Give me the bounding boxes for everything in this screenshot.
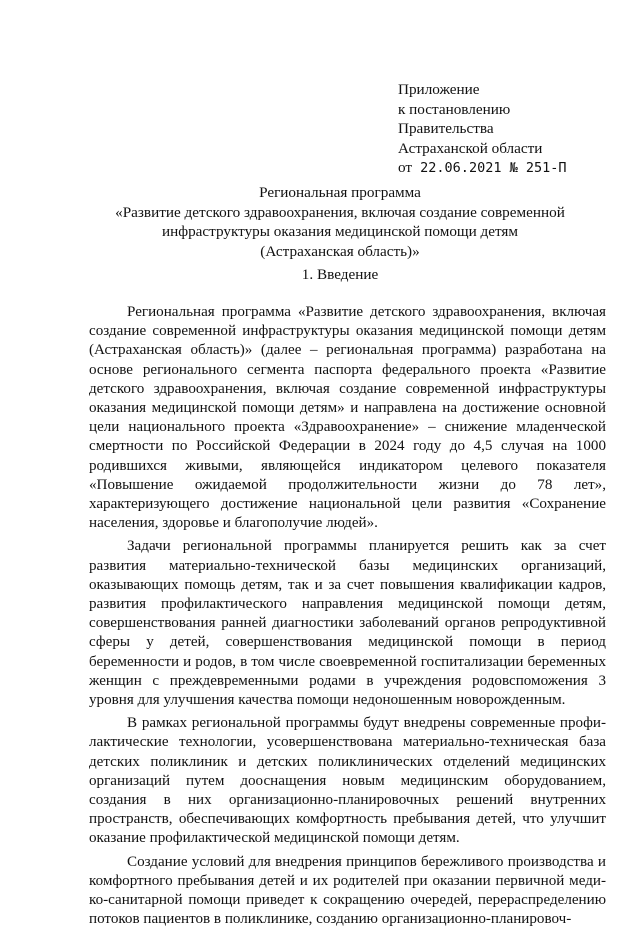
appendix-line-1: Приложение xyxy=(398,81,480,98)
body-text xyxy=(89,303,606,934)
program-title xyxy=(80,183,600,261)
paragraph-4: Создание условий для внедрения принципов бережливого производства и комфортного пребывания детей и их родителей при оказании первичной медико-санитарной помощи приведет к сокращению очередей, перераспределению потоков пациентов в поликлинике, созданию организационно-планировоч- xyxy=(89,853,606,928)
appendix-line-3: Правительства xyxy=(398,120,494,137)
appendix-date-prefix: от xyxy=(398,159,413,176)
paragraph-1: Региональная программа «Развитие детского здравоохранения, включая создание современной инфраструктуры оказания медицинской помощи детям (Астраханская область)» (далее – региональная программа) разработана на основе регионального сегмента паспорта федерального проекта «Развитие детского здравоохранения, включая создание современной инфраструктуры оказания медицинской помощи детям» и направлена на достижение основной цели национального проекта «Здравоохранение» – снижение младенческой смертности по Российской Федерации в 2024 году до 4,5 случая на 1000 родившихся живыми, являющейся индикатором целевого показателя «Повышение ожидаемой продолжительности жизни до 78 лет», характеризующего достижение национальной цели развития «Сохранение населения, здоровье и благополучие людей». xyxy=(89,304,606,532)
program-title-line-3: инфраструктуры оказания медицинской помощи детям xyxy=(161,223,519,240)
appendix-date-line xyxy=(398,158,618,179)
appendix-header xyxy=(398,80,618,179)
program-title-line-2: «Развитие детского здравоохранения, включая создание современной xyxy=(115,203,565,221)
program-title-line-4: (Астраханская область)» xyxy=(260,242,420,260)
appendix-line-4: Астраханской области xyxy=(398,139,543,157)
program-title-line-1: Региональная программа xyxy=(259,184,421,201)
section-heading: 1. Введение xyxy=(301,266,379,283)
paragraph-3: В рамках региональной программы будут внедрены современные профилактические технологии, усовершенствована материально-техническая база детских поликлиник и детских поликлинических отделений медицинских организаций путем дооснащения новым медицинским оборудованием, создания в них организационно-планировочных решений внутренних пространств, обеспечивающих комфортность пребывания детей, что улучшит оказание профилактической медицинской помощи детям. xyxy=(89,715,606,847)
appendix-line-2: к постановлению xyxy=(398,100,511,118)
paragraph-2: Задачи региональной программы планируется решить как за счет развития материально-технической базы медицинских организаций, оказывающих помощь детям, так и за счет повышения квалификации кадров, развития профилактического направления медицинской помощи детям, совершенствования ранней диагностики заболеваний органов репродуктивной сферы у детей, совершенствования медицинской помощи в период беременности и родов, в том числе своевременной госпитализации беременных женщин с преждевременными родами в учреждения родовспоможения 3 уровня для улучшения качества помощи недоношенным новорожденным. xyxy=(89,538,606,709)
appendix-date-value: 22.06.2021 № 251-П xyxy=(420,160,567,176)
